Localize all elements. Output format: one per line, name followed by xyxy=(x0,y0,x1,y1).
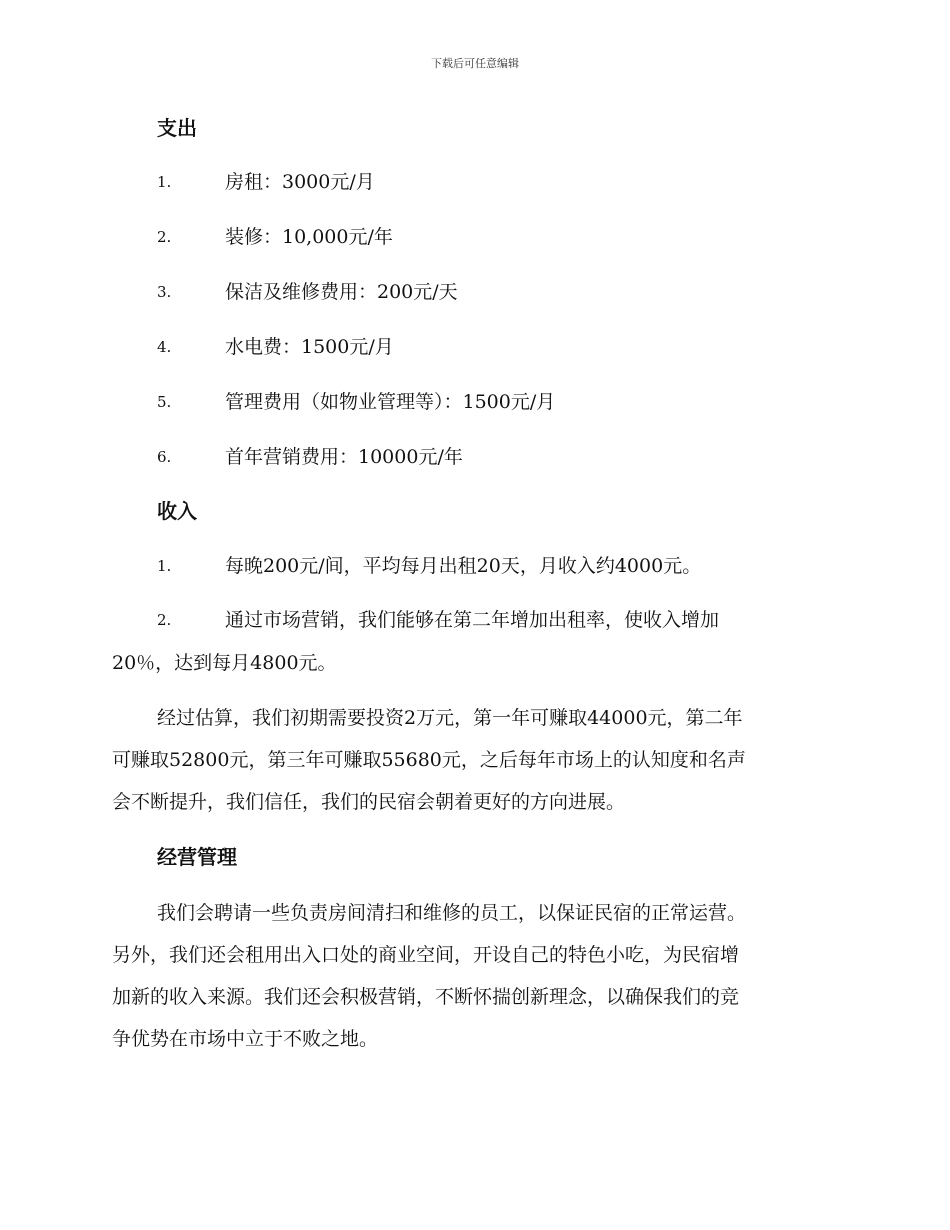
expense-item-number: 5. xyxy=(157,393,172,411)
page-header-note: 下载后可任意编辑 xyxy=(431,57,519,70)
income-item-continuation: 20％，达到每月4800元。 xyxy=(112,652,337,674)
expense-item-text: 装修：10,000元/年 xyxy=(225,226,393,248)
summary-paragraph-line: 经过估算，我们初期需要投资2万元，第一年可赚取44000元，第二年 xyxy=(157,707,743,729)
expense-item-text: 水电费：1500元/月 xyxy=(225,336,394,358)
management-paragraph-line: 我们会聘请一些负责房间清扫和维修的员工，以保证民宿的正常运营。 xyxy=(157,902,747,924)
income-item-text: 通过市场营销，我们能够在第二年增加出租率，使收入增加 xyxy=(225,609,720,631)
expense-item-number: 2. xyxy=(157,228,172,246)
expense-item-number: 3. xyxy=(157,283,172,301)
management-heading: 经营管理 xyxy=(157,845,237,869)
expense-item-text: 首年营销费用：10000元/年 xyxy=(225,446,463,468)
expense-item-number: 1. xyxy=(157,173,172,191)
income-item-text: 每晚200元/间，平均每月出租20天，月收入约4000元。 xyxy=(225,555,702,577)
expense-item-number: 4. xyxy=(157,338,172,356)
income-item-number: 1. xyxy=(157,557,172,575)
income-heading: 收入 xyxy=(157,499,197,523)
management-paragraph-line: 加新的收入来源。我们还会积极营销，不断怀揣创新理念，以确保我们的竞 xyxy=(112,986,740,1008)
expense-item-text: 房租：3000元/月 xyxy=(225,171,375,193)
management-paragraph-line: 争优势在市场中立于不败之地。 xyxy=(112,1028,379,1050)
income-item-number: 2. xyxy=(157,611,172,629)
summary-paragraph-line: 会不断提升，我们信任，我们的民宿会朝着更好的方向进展。 xyxy=(112,791,626,813)
management-paragraph-line: 另外，我们还会租用出入口处的商业空间，开设自己的特色小吃，为民宿增 xyxy=(112,944,740,966)
expenses-heading: 支出 xyxy=(157,116,197,140)
expense-item-text: 管理费用（如物业管理等）：1500元/月 xyxy=(225,391,556,413)
expense-item-number: 6. xyxy=(157,448,172,466)
summary-paragraph-line: 可赚取52800元，第三年可赚取55680元，之后每年市场上的认知度和名声 xyxy=(112,749,746,771)
expense-item-text: 保洁及维修费用：200元/天 xyxy=(225,281,458,303)
